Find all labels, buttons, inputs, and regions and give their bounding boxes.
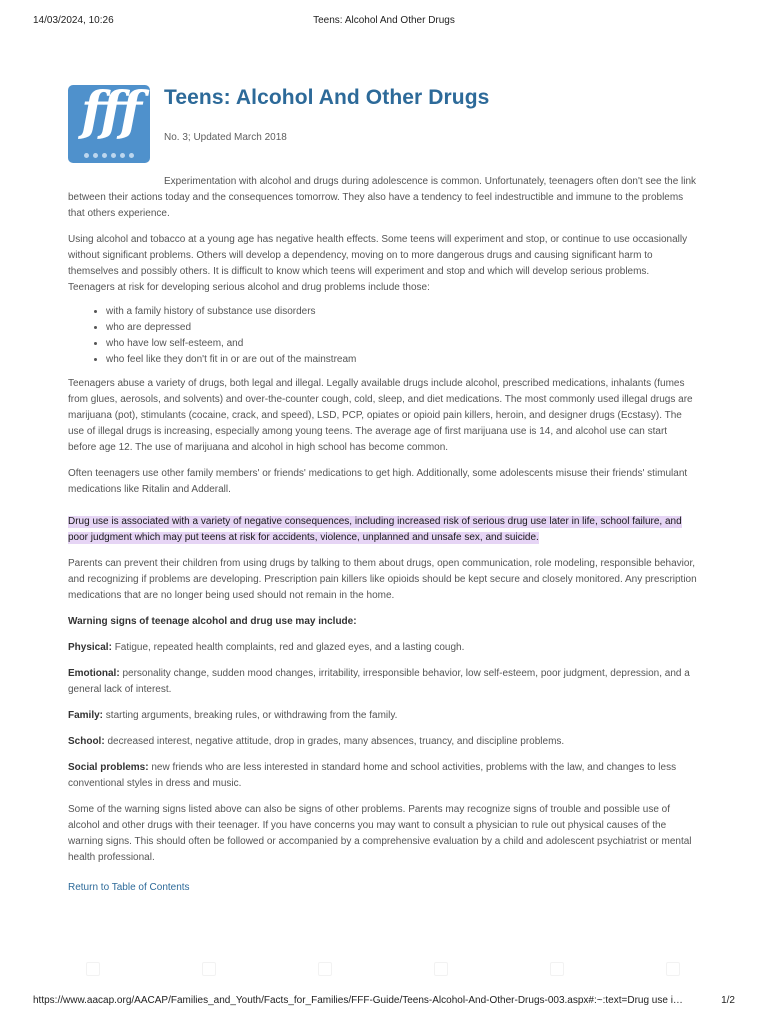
medications-paragraph: Often teenagers use other family members' or friends' medications to get high. Additionally, some adolescents misuse their friends' stimulant medications like Ritalin and Adderall.	[68, 468, 688, 495]
highlighted-paragraph	[68, 514, 698, 546]
warning-sign-emotional	[68, 666, 698, 698]
warning-sign-text: new friends who are less interested in standard home and school activities, problems with the law, and changes to less conventional styles in dress and music.	[68, 762, 677, 789]
text-highlight: Drug use is associated with a variety of negative consequences, including increased risk of serious drug use later in life, school failure, and poor judgment which may put teens at risk for accidents, violence, unplanned and unsafe sex, and suicide.	[68, 516, 682, 543]
risk-list	[68, 304, 698, 368]
print-url: https://www.aacap.org/AACAP/Families_and_Youth/Facts_for_Families/FFF-Guide/Teens-Alcohol-And-Other-Drugs-003.aspx#:~:text=Drug use i…	[33, 995, 683, 1006]
warning-sign-social	[68, 760, 698, 792]
logo-dots	[68, 150, 150, 158]
faint-icon	[202, 962, 216, 976]
warning-sign-label: Emotional:	[68, 668, 120, 679]
risk-paragraph: Using alcohol and tobacco at a young age has negative health effects. Some teens will experiment and stop, or continue to use occasionally without significant problems. Others will develop a dependency, moving on to more dangerous drugs and causing significant harm to themselves and possibly others. It is difficult to know which teens will experiment and stop and which will develop serious problems. Teenagers at risk for developing serious alcohol and drug problems include those:	[68, 234, 688, 293]
faint-icon	[318, 962, 332, 976]
warning-sign-label: Social problems:	[68, 762, 149, 773]
article-title: Teens: Alcohol And Other Drugs	[164, 86, 490, 109]
faint-icon	[434, 962, 448, 976]
return-to-toc-link[interactable]: Return to Table of Contents	[68, 882, 190, 893]
fff-logo-icon	[68, 85, 150, 163]
drugs-paragraph: Teenagers abuse a variety of drugs, both legal and illegal. Legally available drugs include alcohol, prescribed medications, inhalants (fumes from glues, aerosols, and solvents) and over-the-counter cough, cold, sleep, and diet medications. The most commonly used illegal drugs are marijuana (pot), stimulants (cocaine, crack, and speed), LSD, PCP, opiates or opioid pain killers, heroin, and designer drugs (Ecstasy). The use of illegal drugs is increasing, especially among young teens. The average age of first marijuana use is 14, and alcohol use can start before age 12. The use of marijuana and alcohol in high school has become common.	[68, 378, 693, 453]
faint-icon	[666, 962, 680, 976]
issue-info: No. 3; Updated March 2018	[164, 132, 287, 143]
print-footer	[33, 995, 735, 1009]
warning-sign-family	[68, 708, 698, 724]
warning-sign-school	[68, 734, 698, 750]
warning-sign-label: Family:	[68, 710, 104, 721]
parents-paragraph: Parents can prevent their children from using drugs by talking to them about drugs, open communication, role modeling, responsible behavior, and recognizing if problems are developing. Prescription pain killers like opioids should be kept secure and closely monitored. Any prescription medications that are no longer being used should not remain in the home.	[68, 558, 697, 601]
warning-sign-label: Physical:	[68, 642, 112, 653]
article-body	[68, 174, 698, 896]
intro-paragraph: Experimentation with alcohol and drugs during adolescence is common. Unfortunately, teenagers often don't see the link between their actions today and the consequences tomorrow. They also have a tendency to feel indestructible and immune to the problems that others experience.	[68, 176, 697, 219]
warning-sign-text: personality change, sudden mood changes, irritability, irresponsible behavior, low self-esteem, poor judgment, depression, and a general lack of interest.	[68, 668, 690, 695]
warning-sign-physical	[68, 640, 698, 656]
faint-icon	[550, 962, 564, 976]
logo-letters: fff	[80, 85, 140, 142]
warning-sign-text: starting arguments, breaking rules, or withdrawing from the family.	[103, 710, 398, 721]
warning-sign-text: Fatigue, repeated health complaints, red and glazed eyes, and a lasting cough.	[111, 642, 465, 653]
faint-icon	[86, 962, 100, 976]
page-number: 1/2	[721, 995, 735, 1006]
print-header	[33, 15, 735, 29]
list-item: • who have low self-esteem, and	[106, 336, 698, 352]
print-page-title: Teens: Alcohol And Other Drugs	[313, 15, 455, 26]
list-item: • who feel like they don't fit in or are out of the mainstream	[106, 352, 698, 368]
warning-signs-heading: Warning signs of teenage alcohol and drug use may include:	[68, 616, 357, 627]
list-item: • who are depressed	[106, 320, 698, 336]
list-item: • with a family history of substance use disorders	[106, 304, 698, 320]
faint-toolbar-icons	[80, 962, 690, 978]
print-date: 14/03/2024, 10:26	[33, 15, 114, 26]
warning-sign-text: decreased interest, negative attitude, drop in grades, many absences, truancy, and discipline problems.	[104, 736, 565, 747]
closing-paragraph: Some of the warning signs listed above can also be signs of other problems. Parents may recognize signs of trouble and possible use of alcohol and other drugs with their teenager. If you have concerns you may want to consult a physician to rule out physical causes of the warning signs. This should often be followed or accompanied by a comprehensive evaluation by a child and adolescent psychiatrist or mental health professional.	[68, 804, 692, 863]
warning-sign-label: School:	[68, 736, 105, 747]
